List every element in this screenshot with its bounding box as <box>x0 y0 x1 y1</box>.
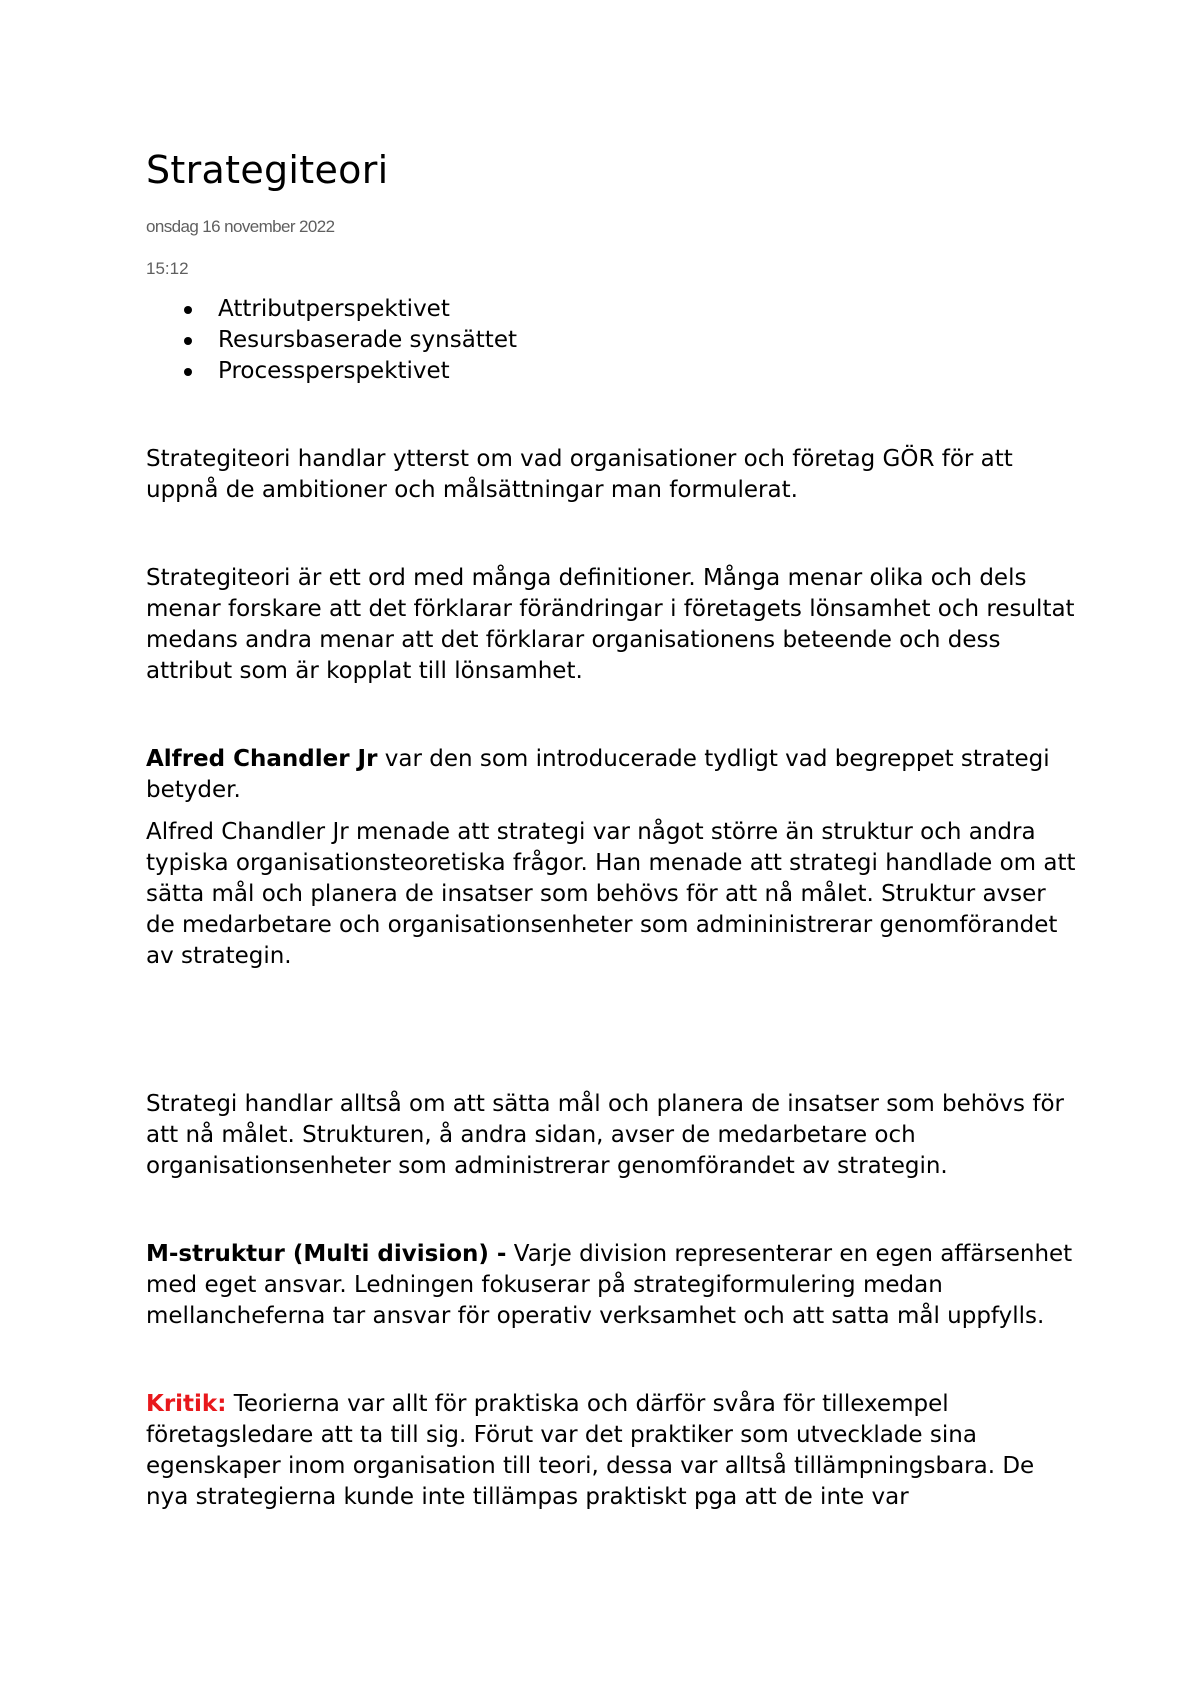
list-item <box>218 325 1076 356</box>
list-item-text: Processperspektivet <box>218 358 450 384</box>
bullet-icon <box>184 368 192 376</box>
critique-text: Teorierna var allt för praktiska och därför svåra för tillexempel företagsledare att ta till sig. Förut var det praktiker som utvecklade sina egenskaper inom organisation till teori, dessa var alltså tillämpningsbara. De nya strategierna kunde inte tillämpas praktiskt pga att de inte var <box>146 1391 1035 1510</box>
paragraph-definitions: Strategiteori är ett ord med många definitioner. Många menar olika och dels menar forskare att det förklarar förändringar i företagets lönsamhet och resultat medans andra menar att det förklarar organisationens beteende och dess attribut som är kopplat till lönsamhet. <box>146 565 1075 684</box>
bullet-icon <box>184 306 192 314</box>
note-date: onsdag 16 november 2022 <box>146 217 335 236</box>
m-structure-term: M-struktur (Multi division) - <box>146 1241 507 1267</box>
chandler-intro-text: var den som introducerade tydligt vad begreppet strategi betyder. <box>146 746 1050 803</box>
critique-label: Kritik: <box>146 1391 227 1417</box>
bullet-list <box>146 294 1076 387</box>
list-item <box>218 356 1076 387</box>
paragraph-chandler-intro <box>146 744 1076 806</box>
paragraph-chandler-detail: Alfred Chandler Jr menade att strategi var något större än struktur och andra typiska organisationsteoretiska frågor. Han menade att strategi handlade om att sätta mål och planera de insatser som behövs för att nå målet. Struktur avser de medarbetare och organisationsenheter som admininistrerar genomförandet av strategin. <box>146 819 1076 969</box>
list-item <box>218 294 1076 325</box>
paragraph-m-structure <box>146 1239 1076 1332</box>
bullet-icon <box>184 337 192 345</box>
paragraph-critique <box>146 1389 1076 1513</box>
m-structure-text: Varje division representerar en egen affärsenhet med eget ansvar. Ledningen fokuserar på strategiformulering medan mellancheferna tar ansvar för operativ verksamhet och att satta mål uppfylls. <box>146 1241 1073 1329</box>
paragraph-intro: Strategiteori handlar ytterst om vad organisationer och företag GÖR för att uppnå de ambitioner och målsättningar man formulerat. <box>146 446 1013 503</box>
paragraph-strategy-summary: Strategi handlar alltså om att sätta mål och planera de insatser som behövs för att nå målet. Strukturen, å andra sidan, avser de medarbetare och organisationsenheter som administrerar genomförandet av strategin. <box>146 1091 1064 1179</box>
chandler-name: Alfred Chandler Jr <box>146 746 378 772</box>
note-time: 15:12 <box>146 259 189 278</box>
note-page <box>146 130 1076 1513</box>
list-item-text: Attributperspektivet <box>218 296 450 322</box>
page-title: Strategiteori <box>146 148 389 192</box>
list-item-text: Resursbaserade synsättet <box>218 327 517 353</box>
